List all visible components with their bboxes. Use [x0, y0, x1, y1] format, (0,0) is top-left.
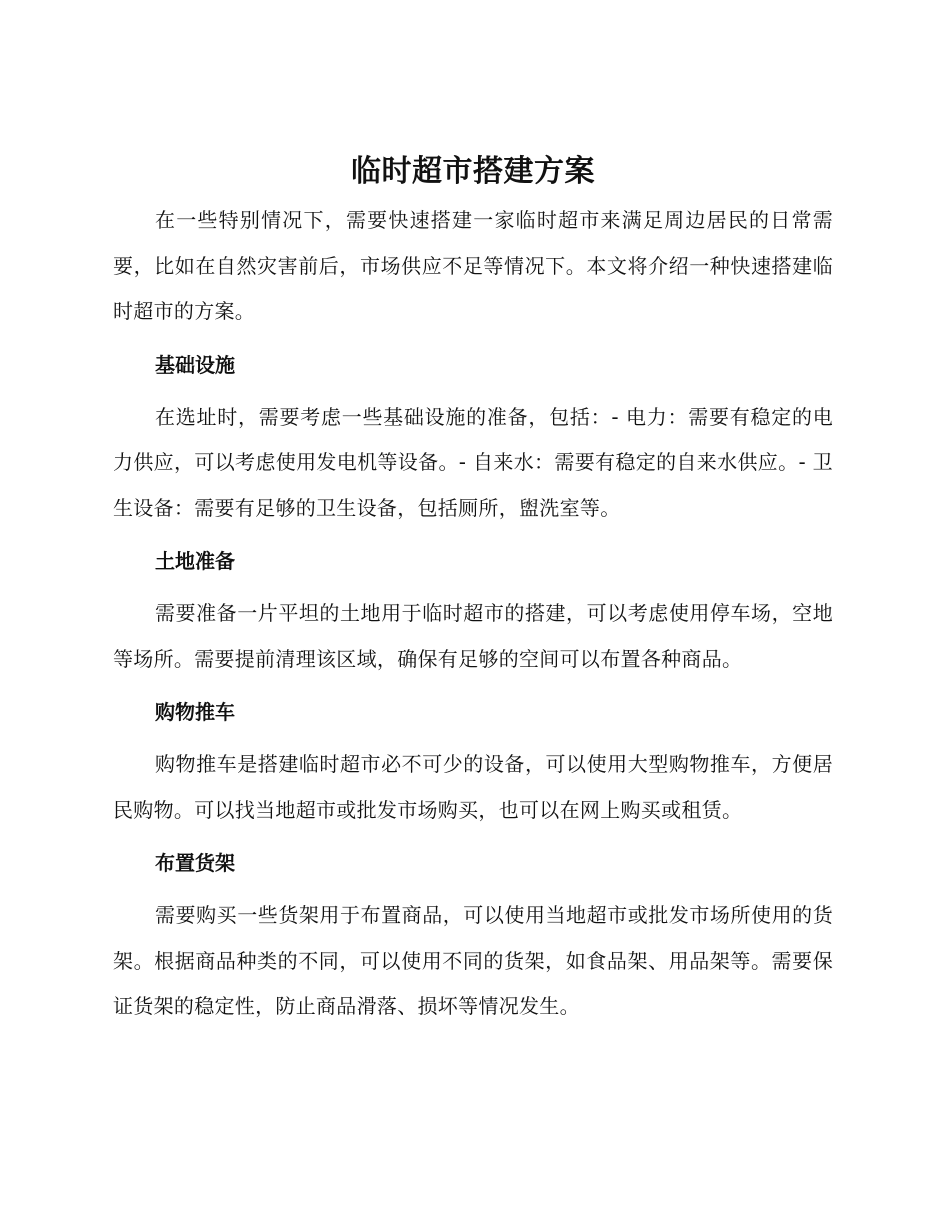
section-heading: 购物推车 [155, 700, 235, 724]
section-land-preparation [113, 545, 833, 682]
section-paragraph: 需要购买一些货架用于布置商品，可以使用当地超市或批发市场所使用的货架。根据商品种类的不同，可以使用不同的货架，如食品架、用品架等。需要保证货架的稳定性，防止商品滑落、损坏等情况发生。 [113, 903, 833, 1018]
section-heading: 布置货架 [155, 851, 235, 875]
section-shelving [113, 847, 833, 1030]
document-page [113, 148, 833, 1030]
section-shopping-carts [113, 696, 833, 833]
section-heading: 土地准备 [155, 549, 235, 573]
document-title: 临时超市搭建方案 [351, 154, 595, 189]
intro-paragraph: 在一些特别情况下，需要快速搭建一家临时超市来满足周边居民的日常需要，比如在自然灾害前后，市场供应不足等情况下。本文将介绍一种快速搭建临时超市的方案。 [113, 208, 833, 323]
section-paragraph: 需要准备一片平坦的土地用于临时超市的搭建，可以考虑使用停车场，空地等场所。需要提前清理该区域，确保有足够的空间可以布置各种商品。 [113, 601, 833, 671]
section-heading: 基础设施 [155, 352, 235, 377]
section-paragraph: 购物推车是搭建临时超市必不可少的设备，可以使用大型购物推车，方便居民购物。可以找当地超市或批发市场购买，也可以在网上购买或租赁。 [113, 752, 833, 822]
section-infrastructure [113, 349, 833, 532]
section-paragraph: 在选址时，需要考虑一些基础设施的准备，包括：- 电力：需要有稳定的电力供应，可以考虑使用发电机等设备。- 自来水：需要有稳定的自来水供应。- 卫生设备：需要有足够的卫生设备，包括厕所，盥洗室等。 [113, 404, 833, 520]
